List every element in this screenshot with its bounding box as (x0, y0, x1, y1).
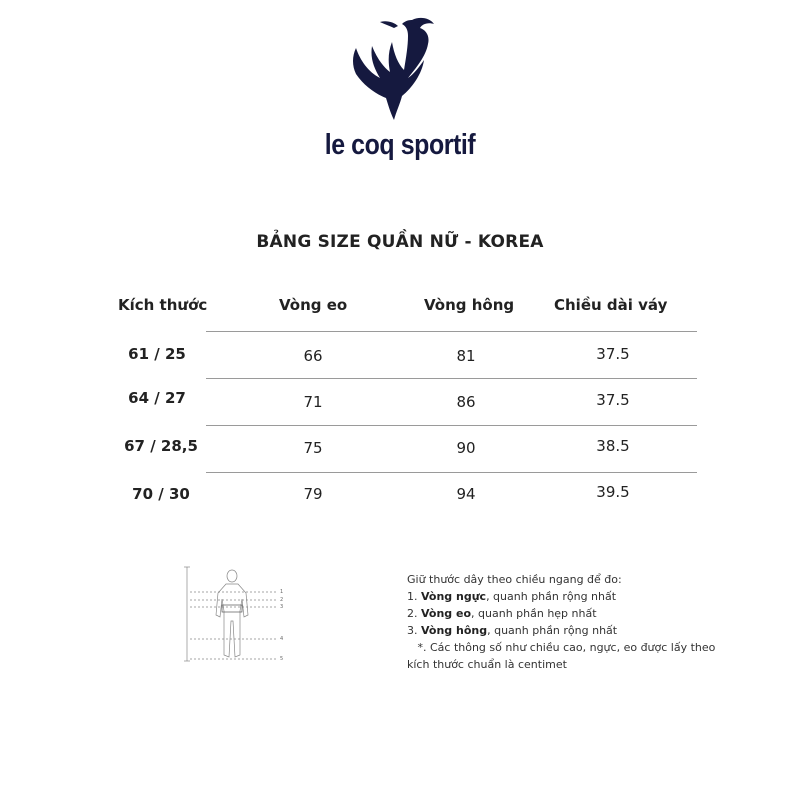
marker-label: 5 (280, 656, 284, 662)
cell-hip: 90 (456, 439, 476, 457)
cell-length: 38.5 (596, 437, 630, 455)
cell-hip: 86 (456, 393, 476, 411)
brand-name: le coq sportif (324, 129, 476, 161)
header-hip: Vòng hông (424, 296, 515, 314)
body-measurement-figure (180, 563, 290, 667)
note-item: 1. Vòng ngực, quanh phần rộng nhất (407, 590, 617, 603)
note-item: 3. Vòng hông, quanh phần rộng nhất (407, 624, 618, 637)
table-divider (206, 378, 697, 379)
notes-footnote: kích thước chuẩn là centimet (407, 658, 567, 671)
table-divider (206, 472, 697, 473)
notes-intro: Giữ thước dây theo chiều ngang để đo: (407, 573, 622, 586)
marker-label: 2 (280, 597, 284, 603)
cell-waist: 79 (303, 485, 323, 503)
cell-waist: 71 (303, 393, 323, 411)
cell-size: 70 / 30 (132, 485, 190, 503)
cell-waist: 66 (303, 347, 323, 365)
rooster-icon (350, 16, 442, 124)
brand-logo (300, 16, 500, 166)
cell-waist: 75 (303, 439, 323, 457)
header-waist: Vòng eo (279, 296, 348, 314)
notes-footnote: *. Các thông số như chiều cao, ngực, eo được lấy theo (407, 641, 716, 654)
table-divider (206, 331, 697, 332)
cell-length: 39.5 (596, 483, 630, 501)
cell-size: 64 / 27 (128, 389, 186, 407)
page-title: BẢNG SIZE QUẦN NỮ - KOREA (256, 232, 544, 252)
cell-length: 37.5 (596, 391, 630, 409)
cell-size: 67 / 28,5 (124, 437, 198, 455)
marker-label: 3 (280, 604, 284, 610)
marker-label: 4 (280, 636, 284, 642)
cell-hip: 94 (456, 485, 476, 503)
cell-size: 61 / 25 (128, 345, 186, 363)
table-divider (206, 425, 697, 426)
cell-hip: 81 (456, 347, 476, 365)
marker-label: 1 (280, 589, 284, 595)
measurement-notes (407, 571, 715, 673)
note-item: 2. Vòng eo, quanh phần hẹp nhất (407, 607, 597, 620)
header-size: Kích thước (118, 296, 208, 314)
header-length: Chiều dài váy (554, 296, 668, 314)
cell-length: 37.5 (596, 345, 630, 363)
